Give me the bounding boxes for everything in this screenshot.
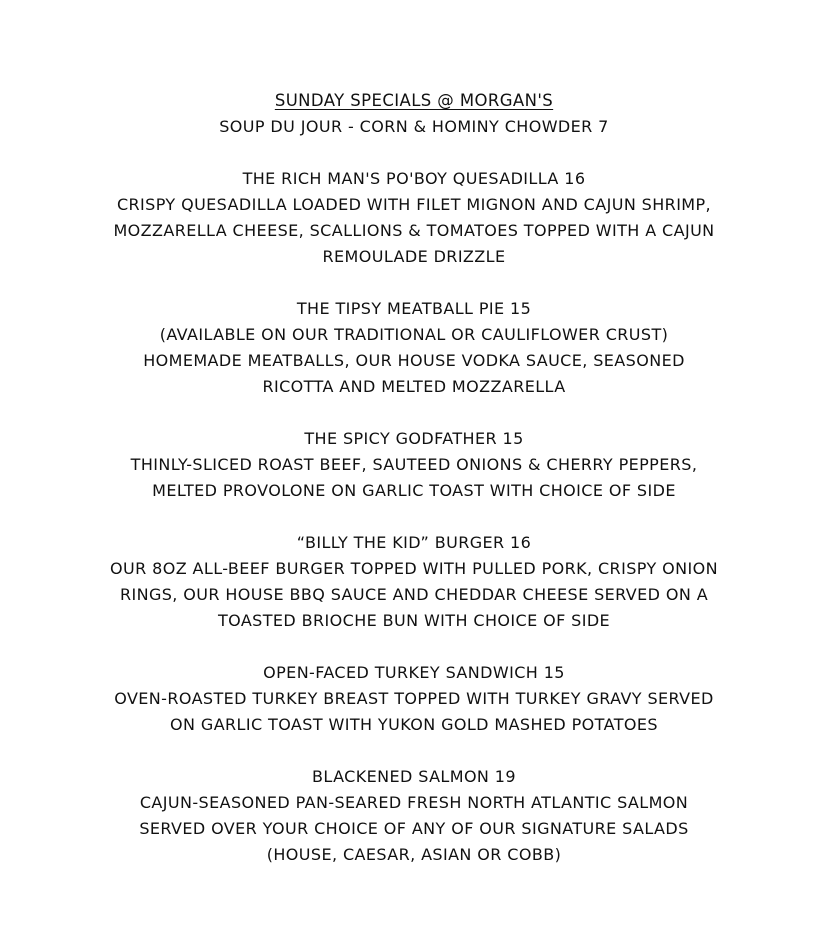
menu-item-description: SERVED OVER YOUR CHOICE OF ANY OF OUR SIGNATURE SALADS	[139, 819, 689, 838]
menu-item-description: OUR 8OZ ALL-BEEF BURGER TOPPED WITH PULLED PORK, CRISPY ONION	[110, 559, 718, 578]
spacer	[0, 270, 828, 296]
specials-menu	[0, 88, 828, 868]
menu-item-description: CRISPY QUESADILLA LOADED WITH FILET MIGNON AND CAJUN SHRIMP,	[116, 195, 712, 214]
menu-item-description: OVEN-ROASTED TURKEY BREAST TOPPED WITH TURKEY GRAVY SERVED	[114, 689, 714, 708]
menu-item-description: MOZZARELLA CHEESE, SCALLIONS & TOMATOES TOPPED WITH A CAJUN	[113, 221, 715, 240]
menu-item	[0, 764, 828, 868]
spacer	[0, 400, 828, 426]
menu-item-description: CAJUN-SEASONED PAN-SEARED FRESH NORTH ATLANTIC SALMON	[139, 793, 689, 812]
spacer	[0, 504, 828, 530]
menu-item-description: HOMEMADE MEATBALLS, OUR HOUSE VODKA SAUCE, SEASONED	[143, 351, 685, 370]
menu-item	[0, 296, 828, 400]
menu-item	[0, 660, 828, 738]
menu-item-name: “BILLY THE KID” BURGER 16	[296, 533, 532, 552]
menu-item-name: THE TIPSY MEATBALL PIE 15	[296, 299, 532, 318]
menu-item-name: THE RICH MAN'S PO'BOY QUESADILLA 16	[242, 169, 586, 188]
menu-item-description: TOASTED BRIOCHE BUN WITH CHOICE OF SIDE	[217, 611, 611, 630]
menu-item-description: (AVAILABLE ON OUR TRADITIONAL OR CAULIFLOWER CRUST)	[159, 325, 669, 344]
menu-item-description: REMOULADE DRIZZLE	[322, 247, 506, 266]
soup-of-the-day: SOUP DU JOUR - CORN & HOMINY CHOWDER 7	[219, 117, 609, 136]
menu-item-description: RICOTTA AND MELTED MOZZARELLA	[262, 377, 566, 396]
menu-item	[0, 426, 828, 504]
menu-item-name: OPEN-FACED TURKEY SANDWICH 15	[263, 663, 565, 682]
menu-item-description: RINGS, OUR HOUSE BBQ SAUCE AND CHEDDAR CHEESE SERVED ON A	[119, 585, 709, 604]
menu-item-description: MELTED PROVOLONE ON GARLIC TOAST WITH CHOICE OF SIDE	[152, 481, 676, 500]
menu-item-name: BLACKENED SALMON 19	[312, 767, 516, 786]
spacer	[0, 634, 828, 660]
menu-title: SUNDAY SPECIALS @ MORGAN'S	[274, 91, 554, 110]
spacer	[0, 140, 828, 166]
menu-item-description: (HOUSE, CAESAR, ASIAN OR COBB)	[266, 845, 562, 864]
menu-item-description: THINLY-SLICED ROAST BEEF, SAUTEED ONIONS & CHERRY PEPPERS,	[130, 455, 698, 474]
menu-item	[0, 530, 828, 634]
menu-item-description: ON GARLIC TOAST WITH YUKON GOLD MASHED POTATOES	[170, 715, 658, 734]
menu-item-name: THE SPICY GODFATHER 15	[304, 429, 524, 448]
spacer	[0, 738, 828, 764]
menu-item	[0, 166, 828, 270]
